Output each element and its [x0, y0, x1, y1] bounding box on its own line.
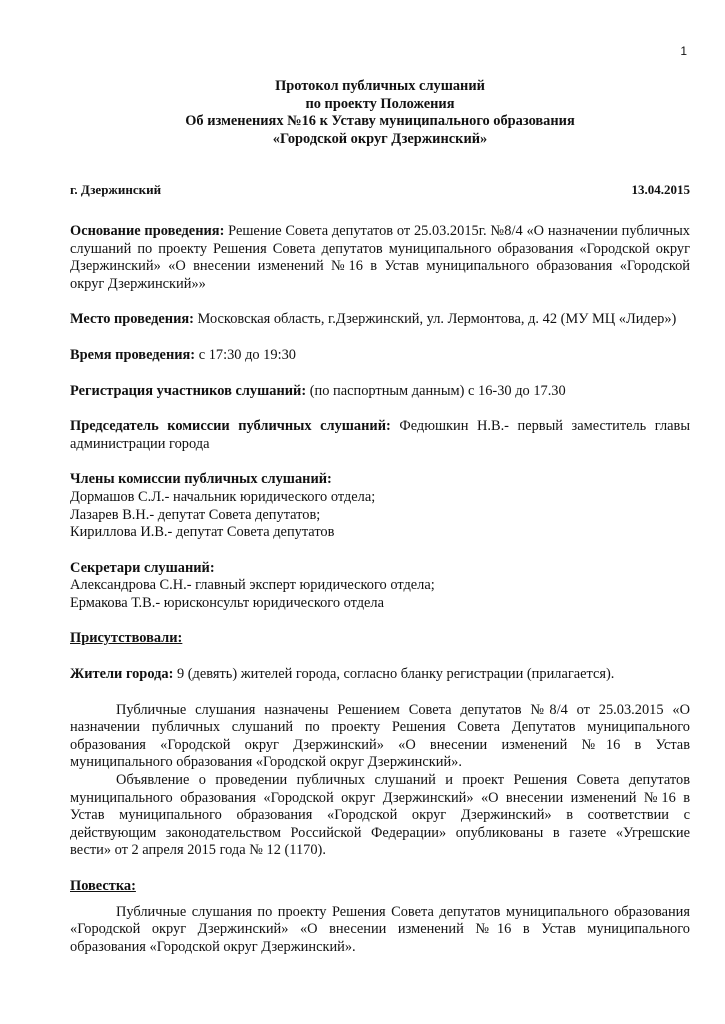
- agenda-heading: [70, 878, 690, 896]
- basis-label: Основание проведения:: [70, 222, 225, 239]
- agenda-text: Публичные слушания по проекту Решения Совета депутатов муниципального образования «Городской округ Дзержинский» «О внесении изменений №16 в Устав муниципального образования «Городской округ Дзержинский».: [70, 903, 690, 955]
- document-content: [70, 78, 690, 956]
- city-name: г. Дзержинский: [70, 182, 162, 198]
- chairman-section: [70, 418, 690, 453]
- members-section: [70, 471, 690, 541]
- registration-text: (по паспортным данным) с 16-30 до 17.30: [306, 382, 566, 399]
- residents-label: Жители города:: [70, 666, 174, 683]
- members-label: Члены комиссии публичных слушаний:: [70, 471, 332, 488]
- page-number: 1: [680, 44, 687, 58]
- member-item: Кириллова И.В.- депутат Совета депутатов: [70, 524, 335, 541]
- title-line-1: Протокол публичных слушаний: [275, 78, 485, 94]
- basis-text: Решение Совета депутатов от 25.03.2015г. №8/4 «О назначении публичных слушаний по проекту Решения Совета депутатов муниципального образования «Городской округ Дзержинский» «О внесении изменений №16 в Устав муниципального образования «Городской округ Дзержинский»»: [70, 222, 690, 292]
- place-section: [70, 311, 690, 329]
- registration-section: [70, 383, 690, 401]
- paragraph-publication: Объявление о проведении публичных слушаний и проект Решения Совета депутатов муниципального образования «Городской округ Дзержинский» «О внесении изменений №16 в Устав муниципального образования «Городской округ Дзержинский» в соответствии с действующим законодательством Российской Федерации» опубликованы в газете «Угрешские вести» от 2 апреля 2015 года № 12 (1170).: [70, 772, 690, 859]
- present-label: Присутствовали:: [70, 630, 183, 647]
- place-label: Место проведения:: [70, 311, 194, 328]
- chairman-label: Председатель комиссии публичных слушаний:: [70, 418, 391, 435]
- title-line-3: Об изменениях №16 к Уставу муниципального образования: [185, 113, 575, 130]
- secretaries-section: [70, 560, 690, 613]
- document-title: [70, 78, 690, 148]
- time-text: с 17:30 до 19:30: [195, 346, 296, 363]
- member-item: Дормашов С.Л.- начальник юридического отдела;: [70, 488, 376, 505]
- basis-section: [70, 223, 690, 293]
- present-section: [70, 630, 690, 648]
- agenda-label: Повестка:: [70, 878, 136, 894]
- secretary-item: Александрова С.Н.- главный эксперт юридического отдела;: [70, 577, 435, 594]
- chairman-text: Федюшкин Н.В.- первый заместитель главы администрации города: [70, 418, 690, 452]
- city-date-row: [70, 181, 690, 199]
- secretaries-label: Секретари слушаний:: [70, 559, 215, 576]
- member-item: Лазарев В.Н.- депутат Совета депутатов;: [70, 506, 321, 523]
- title-line-4: «Городской округ Дзержинский»: [272, 130, 488, 147]
- registration-label: Регистрация участников слушаний:: [70, 382, 307, 399]
- paragraph-appointment: Публичные слушания назначены Решением Совета депутатов №8/4 от 25.03.2015 «О назначении публичных слушаний по проекту Решения Совета Депутатов муниципального образования «Городской округ Дзержинский» «О внесении изменений №16 в Устав муниципального образования «Городской округ Дзержинский».: [70, 701, 690, 771]
- secretary-item: Ермакова Т.В.- юрисконсульт юридического отдела: [70, 594, 384, 611]
- residents-section: [70, 666, 690, 684]
- residents-text: 9 (девять) жителей города, согласно бланку регистрации (прилагается).: [173, 666, 615, 683]
- title-line-2: по проекту Положения: [305, 95, 455, 112]
- place-text: Московская область, г.Дзержинский, ул. Лермонтова, д. 42 (МУ МЦ «Лидер»): [193, 311, 677, 328]
- time-section: [70, 347, 690, 365]
- document-date: 13.04.2015: [631, 182, 690, 198]
- time-label: Время проведения:: [70, 346, 196, 363]
